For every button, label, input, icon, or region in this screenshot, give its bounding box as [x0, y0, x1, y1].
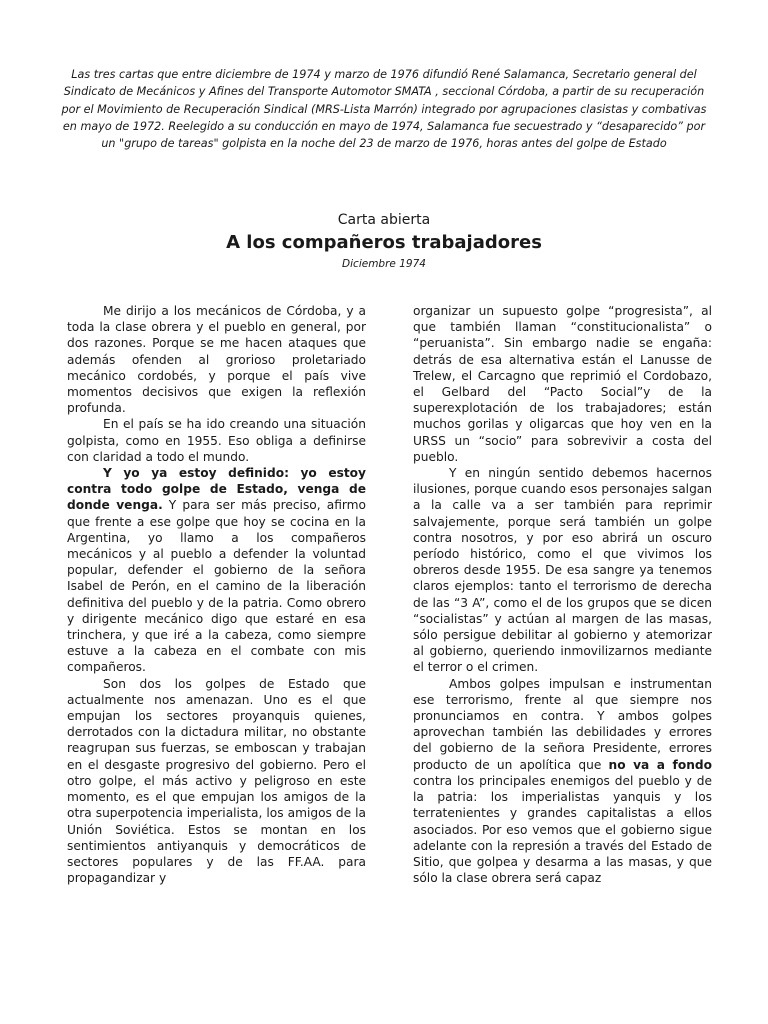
right-paragraph-3-pre: Ambos golpes impulsan e instrumentan ese terrorismo, frente al que siempre nos pronunciamos en contra. Y ambos golpes aprovechan también las debilidades y errores del gobierno de la señora Presidente, errores producto de un apolítica que: [413, 676, 712, 772]
left-paragraph-1: Me dirijo a los mecánicos de Córdoba, y a toda la clase obrera y el pueblo en general, por dos razones. Porque se me hacen ataques que además ofenden al grorioso proletariado mecánico cordobés, y porque el país vive momentos decisivos que exigen la reflexión profunda.: [67, 304, 366, 416]
intro-paragraph: Las tres cartas que entre diciembre de 1974 y marzo de 1976 difundió René Salamanca, Secretario general del Sindicato de Mecánicos y Afines del Transporte Automotor SMATA , seccional Córdoba, a partir de su recuperación por el Movimiento de Recuperación Sindical (MRS-Lista Marrón) integrado por agrupaciones clasistas y combativas en mayo de 1972. Reelegido a su conducción en mayo de 1974, Salamanca fue secuestrado y “desaparecido” por un "grupo de tareas" golpista en la noche del 23 de marzo de 1976, horas antes del golpe de Estado: [61, 68, 707, 151]
left-paragraph-2: En el país se ha ido creando una situación golpista, como en 1955. Eso obliga a definirse con claridad a todo el mundo.: [67, 417, 366, 464]
left-paragraph-3-bold: Y yo ya estoy definido: yo estoy contra todo golpe de Estado, venga de donde venga.: [67, 466, 366, 513]
left-paragraph-3: [67, 465, 366, 676]
letter-kicker: Carta abierta: [337, 212, 431, 228]
right-paragraph-1: organizar un supuesto golpe “progresista”, al que también llaman “constitucionalista” o “peruanista”. Sin embargo nadie se engaña: detrás de esa alternativa están el Lanusse de Trelew, el Carcagno que reprimió el Cordobazo, el Gelbard del “Pacto Social”y de la superexplotación de los trabajadores; están muchos gorilas y oligarcas que hoy ven en la URSS un “socio” para sobrevivir a costa del pueblo.: [413, 304, 712, 464]
right-paragraph-3-bold: no va a fondo: [608, 757, 712, 772]
right-paragraph-2: Y en ningún sentido debemos hacernos ilusiones, porque cuando esos personajes salgan a la calle va a ser también para reprimir salvajemente, porque será también un golpe contra nosotros, y por eso abrirá un oscuro período histórico, como el que vivimos los obreros desde 1955. De esa sangre ya tenemos claros ejemplos: tanto el terrorismo de derecha de las “3 A”, como el de los grupos que se dicen “socialistas” y actúan al margen de las masas, sólo persigue debilitar al gobierno y atemorizar al gobierno, queriendo inmovilizarnos mediante el terror o el crimen.: [413, 466, 712, 675]
right-paragraph-3: [413, 676, 712, 887]
left-column: [67, 303, 366, 886]
right-paragraph-3-post: contra los principales enemigos del pueblo y de la patria: los imperialistas yanquis y los terratenientes y grandes capitalistas a ellos asociados. Por eso vemos que el gobierno sigue adelante con la represión a través del Estado de Sitio, que golpea y desarma a las masas, y que sólo la clase obrera será capaz: [413, 773, 712, 886]
letter-date: Diciembre 1974: [342, 258, 426, 270]
left-paragraph-4: Son dos los golpes de Estado que actualmente nos amenazan. Uno es el que empujan los sectores proyanquis quienes, derrotados con la dictadura militar, no obstante reagrupan sus fuerzas, se emboscan y trabajan en el desgaste progresivo del gobierno. Pero el otro golpe, el más activo y peligroso en este momento, es el que empujan los amigos de la otra superpotencia imperialista, los amigos de la Unión Soviética. Estos se montan en los sentimientos antiyanquis y democráticos de sectores populares y de las FF.AA. para propagandizar y: [67, 676, 366, 886]
left-paragraph-3-rest: Y para ser más preciso, afirmo que frente a ese golpe que hoy se cocina en la Argentina, yo llamo a los compañeros mecánicos y al pueblo a defender la voluntad popular, defender el gobierno de la señora Isabel de Perón, en el camino de la liberación definitiva del pueblo y de la patria. Como obrero y dirigente mecánico digo que estaré en esa trinchera, y que iré a la cabeza, como siempre estuve a la cabeza en el combate con mis compañeros.: [67, 498, 366, 675]
letter-title: A los compañeros trabajadores: [226, 232, 542, 253]
right-column: [413, 303, 712, 886]
